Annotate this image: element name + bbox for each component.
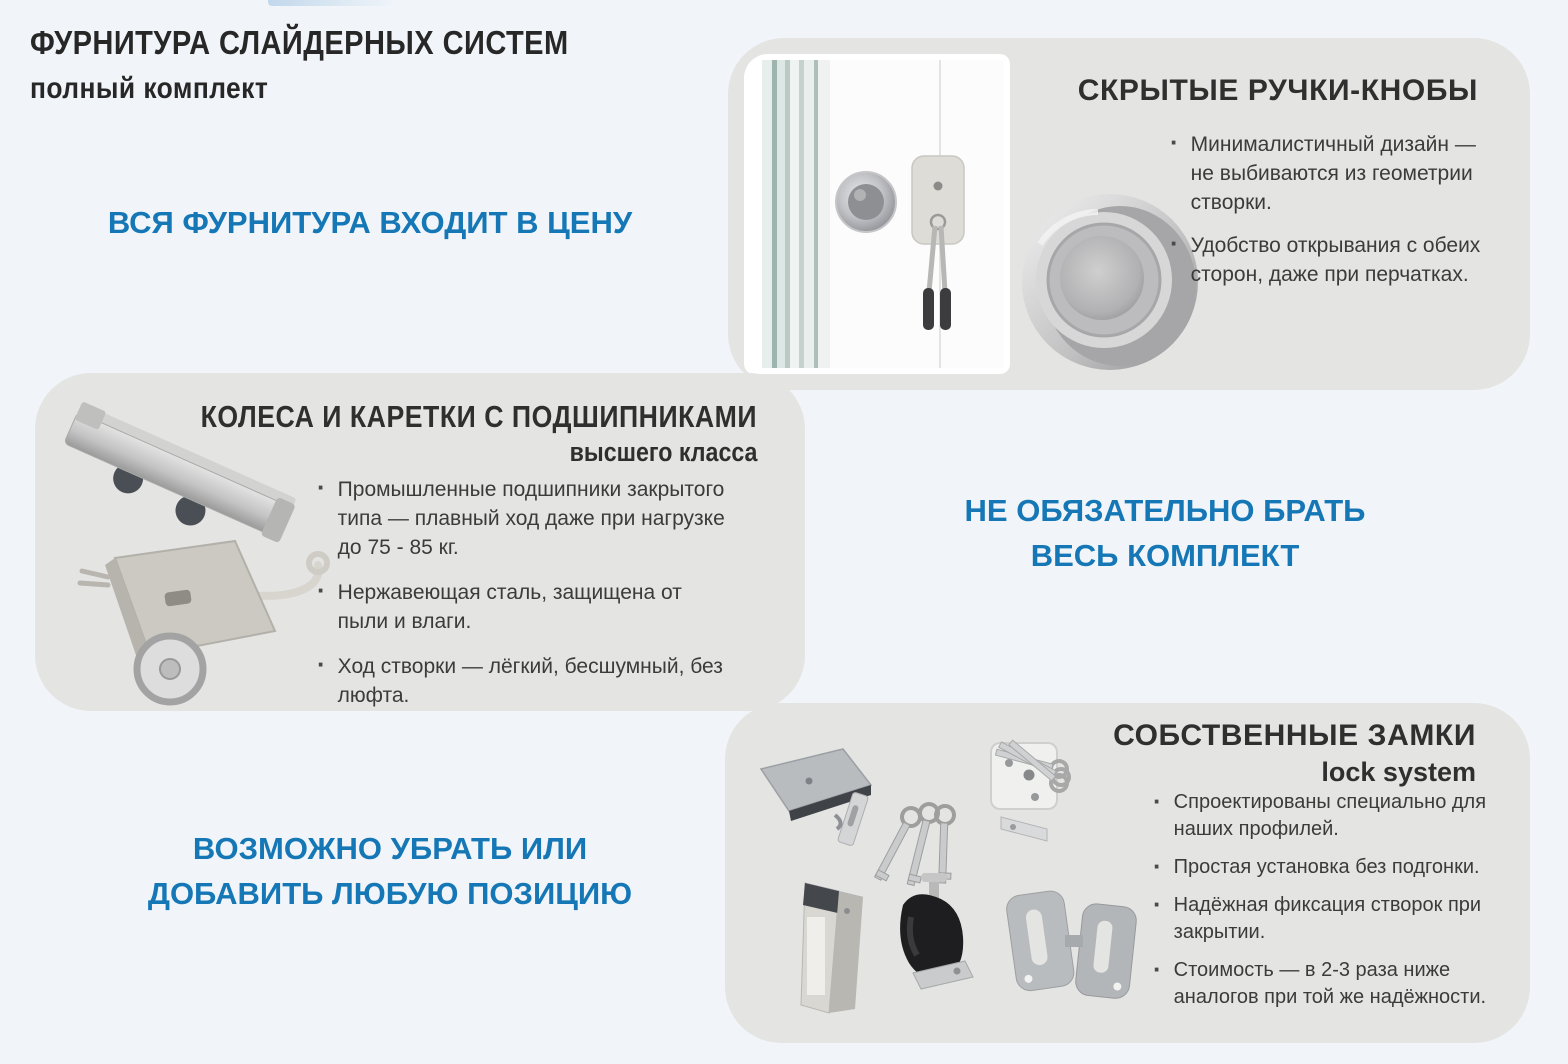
bullet-marker: · [1153,851,1162,881]
locks-illustration [743,721,1143,1026]
latch-plates-photo [1005,889,1138,999]
card-wheels-bullets [317,472,725,726]
bullet-text: Удобство открывания с обеих сторон, даже при перчатках. [1190,234,1481,286]
bullet-text: Ход створки — лёгкий, бесшумный, без люфта. [337,655,723,707]
card-locks-bullets [1153,786,1513,1022]
bullet-marker: · [1170,127,1179,157]
bullet-item [1153,954,1513,1011]
slogan-price: ВСЯ ФУРНИТУРА ВХОДИТ В ЦЕНУ [107,205,633,240]
cropped-logo-remnant [268,0,394,6]
slogan-kit [890,488,1440,578]
card-own-locks [725,703,1530,1043]
slogan-position-line1: ВОЗМОЖНО УБРАТЬ ИЛИ [192,831,588,866]
bullet-marker: · [1170,228,1179,258]
slogan-kit-line1: НЕ ОБЯЗАТЕЛЬНО БРАТЬ [964,493,1366,528]
door-illustration [744,54,1010,374]
bullet-text: Спроектированы специально для наших профилей. [1173,791,1487,840]
bullet-item [1153,851,1513,881]
bullet-marker: · [1153,786,1162,816]
card-wheels-title: КОЛЕСА И КАРЕТКИ С ПОДШИПНИКАМИ [200,399,757,434]
card-hidden-knobs-bullets [1170,127,1488,303]
bullet-marker: · [1153,889,1162,919]
bullet-item [1170,127,1488,217]
bullet-text: Промышленные подшипники закрытого типа — плавный ход даже при нагрузке до 75 - 85 кг. [337,478,725,559]
card-hidden-knobs-title: СКРЫТЫЕ РУЧКИ-КНОБЫ [1077,74,1478,107]
slogan-kit-line2: ВЕСЬ КОМПЛЕКТ [1030,538,1300,573]
slogan-position [100,826,680,916]
bullet-text: Простая установка без подгонки. [1173,856,1480,878]
bullet-item [1153,786,1513,843]
slogan-position-line2: ДОБАВИТЬ ЛЮБУЮ ПОЗИЦИЮ [147,876,633,911]
bullet-item [317,472,725,562]
card-hidden-knobs [728,38,1530,390]
bullet-item [317,575,725,636]
door-with-hidden-knob-photo [744,54,1010,374]
square-lock-with-keys-photo [991,736,1072,841]
corner-latch-photo [801,883,863,1013]
card-locks-subtitle: lock system [1321,757,1476,787]
card-wheels-carriages [35,373,805,711]
bullet-item [1153,889,1513,946]
bullet-item [317,649,725,710]
bullet-marker: · [317,575,326,605]
locks-collage-photo [743,721,1143,1031]
bullet-text: Надёжная фиксация створок при закрытии. [1173,894,1482,943]
black-lock-photo [900,873,973,989]
bullet-text: Нержавеющая сталь, защищена от пыли и влаги. [337,581,682,633]
bullet-marker: · [1153,954,1162,984]
card-wheels-subtitle: высшего класса [569,437,757,467]
page-subtitle: полный комплект [30,72,269,105]
bullet-text: Стоимость — в 2-3 раза ниже аналогов при той же надёжности. [1173,959,1487,1008]
bullet-marker: · [317,649,326,679]
bullet-text: Минималистичный дизайн — не выбиваются из геометрии створки. [1190,133,1476,214]
lock-plate-photo [761,749,871,846]
bullet-item [1170,228,1488,289]
bullet-marker: · [317,472,326,502]
page-title: ФУРНИТУРА СЛАЙДЕРНЫХ СИСТЕМ [30,24,569,61]
card-locks-title: СОБСТВЕННЫЕ ЗАМКИ [1113,719,1476,752]
